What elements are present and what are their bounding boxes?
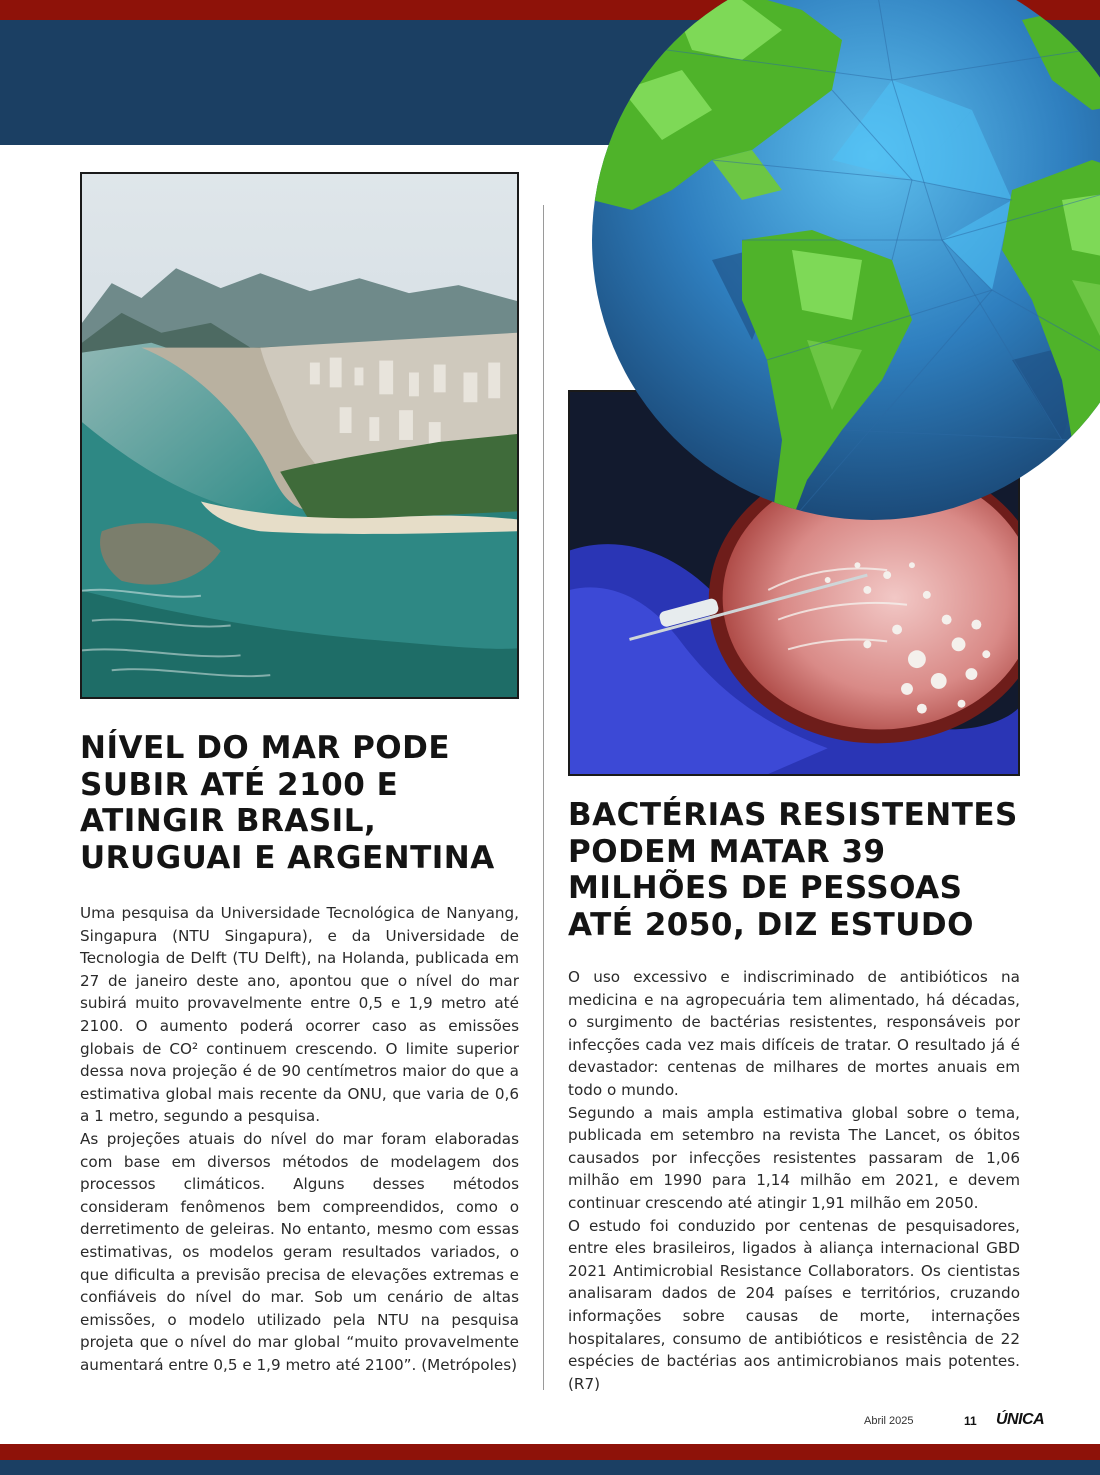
left-article-headline: NÍVEL DO MAR PODE SUBIR ATÉ 2100 E ATINGIR BRASIL, URUGUAI E ARGENTINA — [80, 730, 495, 876]
bottom-navy-band — [0, 1460, 1100, 1475]
right-article-paragraph: O estudo foi conduzido por centenas de pesquisadores, entre eles brasileiros, ligados à aliança internacional GBD 2021 Antimicrobial Resistance Collaborators. Os cientistas analisaram dados de 204 países e territórios, cruzando informações sobre causas de morte, internações hospitalares, consumo de antibióticos e resistência de 22 espécies de bactérias aos antimicrobianos mais potentes. (R7) — [568, 1216, 1020, 1393]
left-article-body — [80, 902, 519, 1376]
bottom-red-band — [0, 1444, 1100, 1460]
left-article-paragraph: Uma pesquisa da Universidade Tecnológica de Nanyang, Singapura (NTU Singapura), e da Universidade de Tecnologia de Delft (TU Delft), na Holanda, publicada em 27 de janeiro deste ano, apontou que o nível do mar subirá muito provavelmente entre 0,5 e 1,9 metro até 2100. O aumento poderá ocorrer caso as emissões globais de CO² continuem crescendo. O limite superior dessa nova projeção é de 90 centímetros maior do que a estimativa global mais recente da ONU, que varia de 0,6 a 1 metro, segundo a pesquisa. — [80, 904, 519, 1126]
magazine-logo: ÚNICA — [996, 1411, 1045, 1428]
page-number: 11 — [964, 1414, 977, 1428]
right-article-paragraph: Segundo a mais ampla estimativa global sobre o tema, publicada em setembro na revista The Lancet, os óbitos causados por infecções resistentes passaram de 1,06 milhão em 1990 para 1,14 milhão em 2021, e devem continuar crescendo até atingir 1,91 milhão em 2050. — [568, 1103, 1020, 1212]
globe-illustration — [592, 0, 1100, 520]
right-article-paragraph: O uso excessivo e indiscriminado de antibióticos na medicina e na agropecuária tem alimentado, há décadas, o surgimento de bactérias resistentes, responsáveis por infecções cada vez mais difíceis de tratar. O resultado já é devastador: centenas de milhares de mortes anuais em todo o mundo. — [568, 968, 1020, 1099]
right-article-body — [568, 966, 1020, 1395]
column-divider — [543, 205, 544, 1390]
left-article-paragraph: As projeções atuais do nível do mar foram elaboradas com base em diversos métodos de modelagem dos processos climáticos. Alguns desses métodos consideram fenômenos bem compreendidos, como o derretimento de geleiras. No entanto, mesmo com essas estimativas, os modelos geram resultados variados, o que dificulta a previsão precisa de elevações extremas e confiáveis do nível do mar. Sob um cenário de altas emissões, o modelo utilizado pela NTU na pesquisa projeta que o nível do mar global “muito provavelmente aumentará entre 0,5 e 1,9 metro até 2100”. (Metrópoles) — [80, 1129, 519, 1374]
coastline-photo — [80, 172, 519, 699]
footer-date: Abril 2025 — [864, 1415, 914, 1427]
right-article-headline: BACTÉRIAS RESISTENTES PODEM MATAR 39 MILHÕES DE PESSOAS ATÉ 2050, DIZ ESTUDO — [568, 797, 1018, 943]
